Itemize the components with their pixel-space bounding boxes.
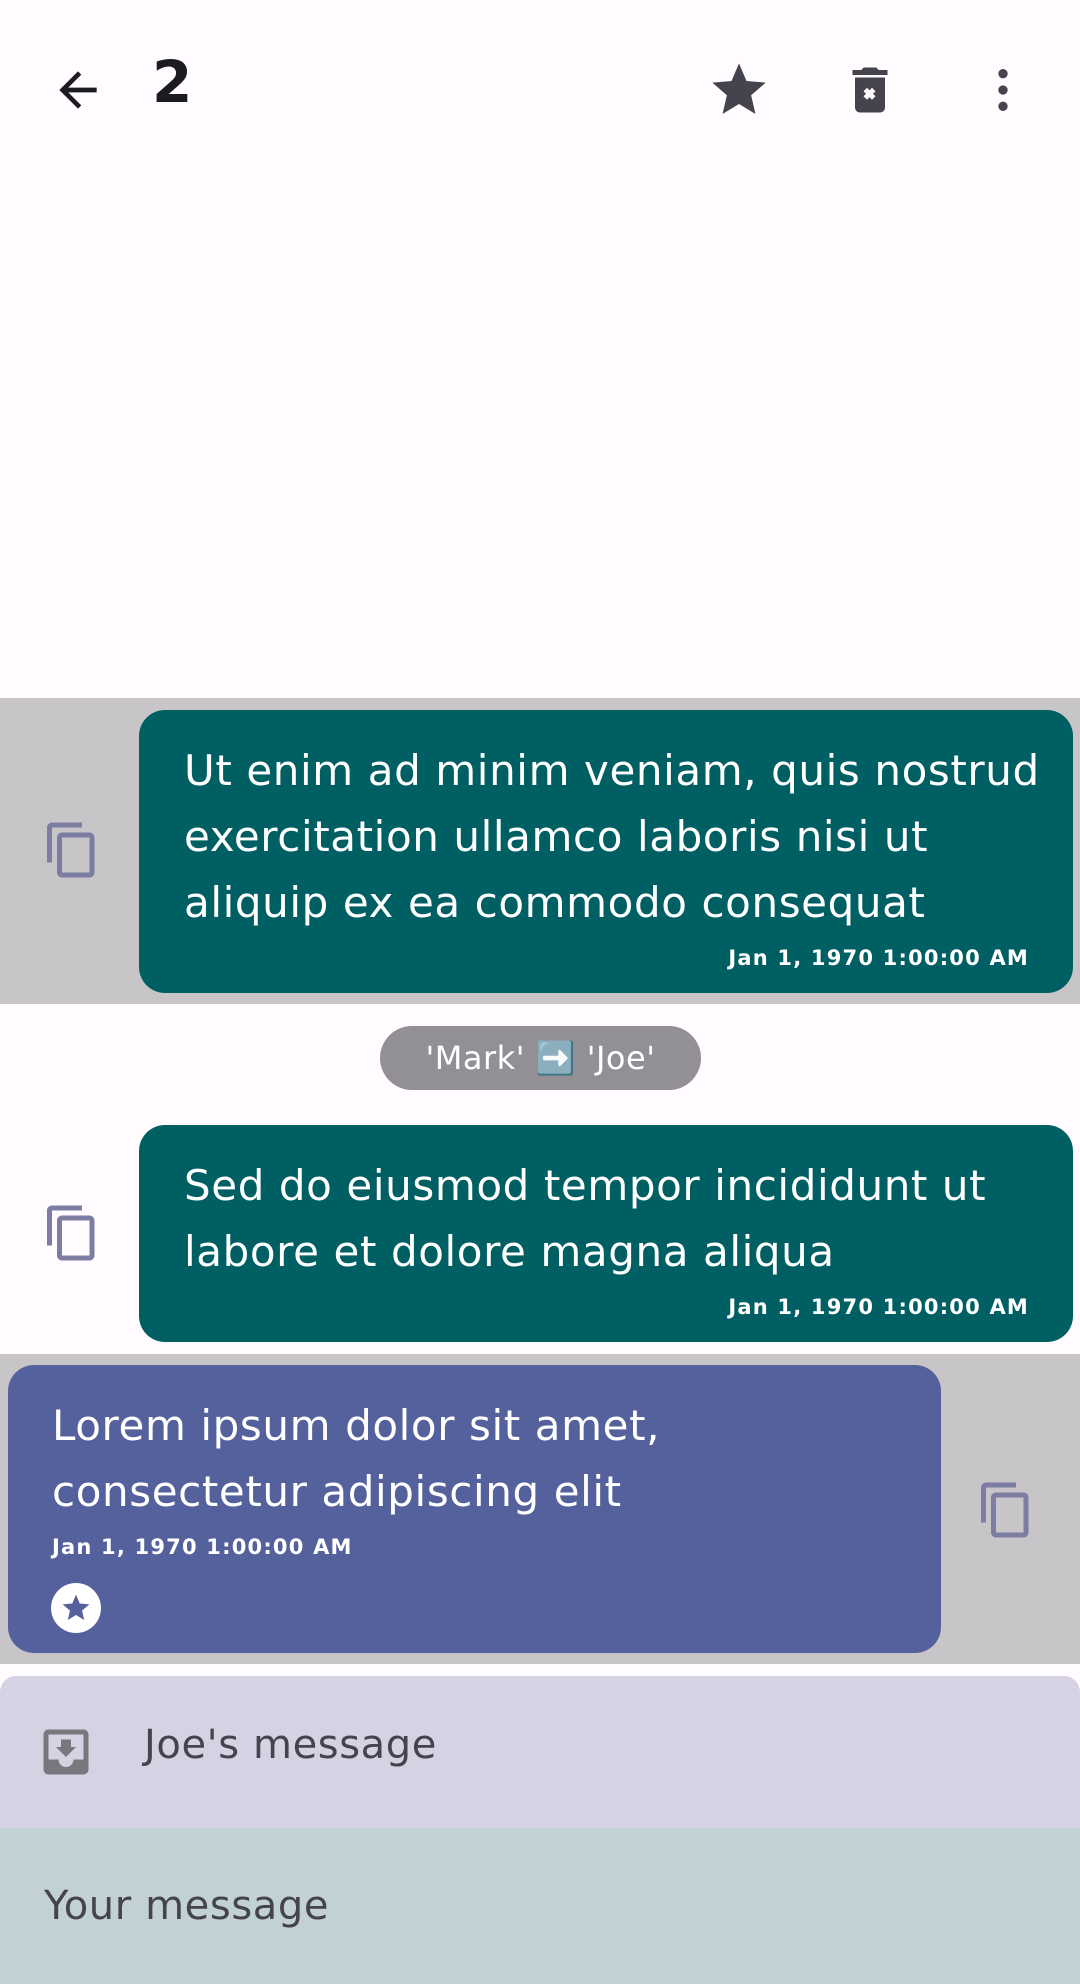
star-icon: [60, 1592, 92, 1624]
delete-icon: [840, 60, 900, 120]
starred-badge: [51, 1583, 101, 1633]
delete-button[interactable]: [828, 48, 912, 132]
rename-event-chip: 'Mark' ➡️ 'Joe': [380, 1026, 701, 1090]
selection-top-bar: [0, 0, 1080, 176]
copy-button[interactable]: [40, 1201, 104, 1265]
message-text: Lorem ipsum dolor sit amet, consectetur adipiscing elit: [52, 1401, 661, 1516]
sender-label: Joe's message: [144, 1722, 437, 1768]
star-icon: [707, 58, 771, 122]
copy-icon: [976, 1480, 1036, 1540]
move-to-inbox-icon: [36, 1722, 96, 1782]
message-timestamp: Jan 1, 1970 1:00:00 AM: [728, 1295, 1029, 1319]
copy-icon: [42, 1203, 102, 1263]
selected-count: 2: [152, 48, 193, 116]
copy-icon: [42, 820, 102, 880]
message-bubble-outgoing[interactable]: [139, 710, 1073, 993]
message-text: Ut enim ad minim veniam, quis nostrud exercitation ullamco laboris nisi ut aliquip ex ea commodo consequat: [184, 746, 1040, 927]
message-timestamp: Jan 1, 1970 1:00:00 AM: [728, 946, 1029, 970]
message-row[interactable]: [0, 698, 1080, 1004]
message-timestamp: Jan 1, 1970 1:00:00 AM: [52, 1535, 353, 1559]
message-row[interactable]: [0, 1354, 1080, 1664]
message-bubble-outgoing[interactable]: [139, 1125, 1073, 1342]
incoming-message-toggle[interactable]: [34, 1720, 98, 1784]
message-input[interactable]: [44, 1874, 924, 1938]
copy-button[interactable]: [40, 818, 104, 882]
message-text: Sed do eiusmod tempor incididunt ut labore et dolore magna aliqua: [184, 1161, 987, 1276]
message-bubble-incoming[interactable]: [8, 1365, 941, 1653]
compose-bar: [0, 1828, 1080, 1984]
message-row[interactable]: [0, 1112, 1080, 1354]
back-arrow-icon: [50, 62, 106, 118]
copy-button[interactable]: [974, 1478, 1038, 1542]
more-options-button[interactable]: [961, 48, 1045, 132]
sender-selector[interactable]: [0, 1676, 1080, 1828]
back-button[interactable]: [38, 50, 118, 130]
star-button[interactable]: [697, 48, 781, 132]
more-vert-icon: [975, 62, 1031, 118]
